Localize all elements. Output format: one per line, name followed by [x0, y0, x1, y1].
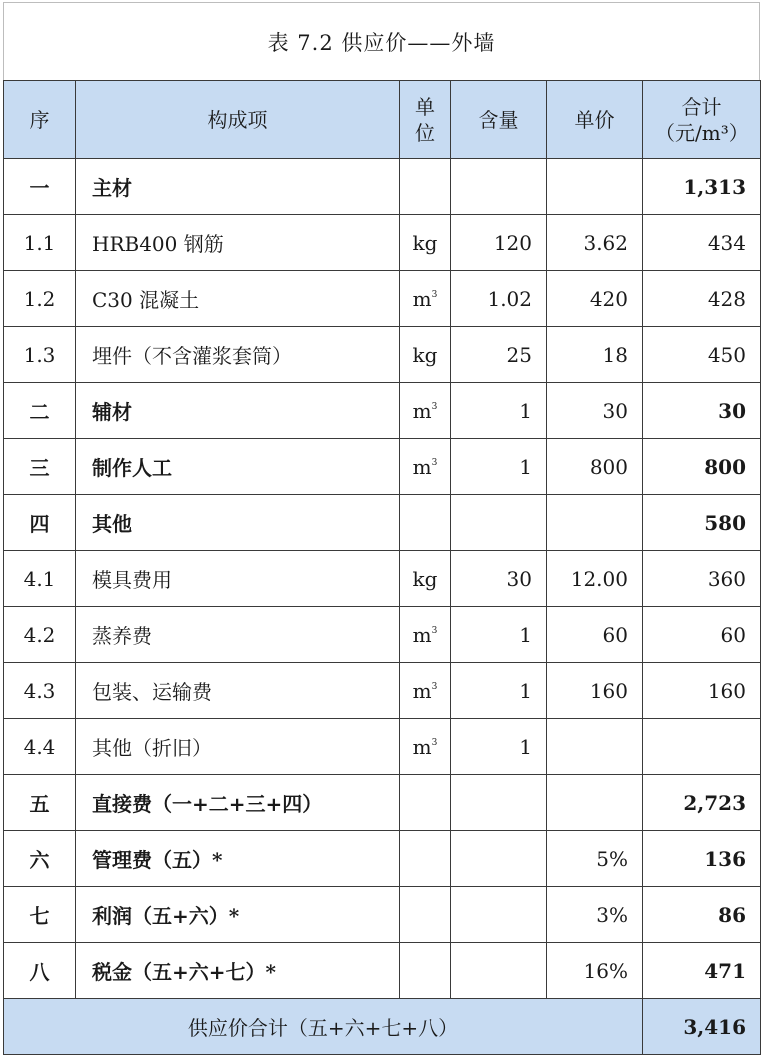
- price-table-container: [3, 2, 760, 1047]
- row-qty: 30: [451, 551, 547, 607]
- row-qty: [451, 495, 547, 551]
- table-row: [4, 719, 761, 775]
- row-item: 辅材: [76, 383, 400, 439]
- row-unit: kg: [400, 551, 451, 607]
- row-number: 4.2: [4, 607, 76, 663]
- row-number: 八: [4, 943, 76, 999]
- row-total: 434: [643, 215, 761, 271]
- row-total: [643, 719, 761, 775]
- row-qty: 120: [451, 215, 547, 271]
- row-price: 12.00: [547, 551, 643, 607]
- table-row: [4, 383, 761, 439]
- row-unit: $m^3$: [400, 607, 451, 663]
- row-item: HRB400 钢筋: [76, 215, 400, 271]
- table-row: [4, 663, 761, 719]
- row-total: 86: [643, 887, 761, 943]
- row-item: 模具费用: [76, 551, 400, 607]
- row-price: 18: [547, 327, 643, 383]
- row-item: 其他: [76, 495, 400, 551]
- row-total: 60: [643, 607, 761, 663]
- row-item: 制作人工: [76, 439, 400, 495]
- row-price: 5%: [547, 831, 643, 887]
- row-number: 六: [4, 831, 76, 887]
- row-total: 428: [643, 271, 761, 327]
- row-number: 4.3: [4, 663, 76, 719]
- table-row: [4, 607, 761, 663]
- row-number: 四: [4, 495, 76, 551]
- row-unit: $m^3$: [400, 663, 451, 719]
- row-total: 136: [643, 831, 761, 887]
- row-number: 1.1: [4, 215, 76, 271]
- row-item: 蒸养费: [76, 607, 400, 663]
- row-item: 管理费（五）*: [76, 831, 400, 887]
- row-price: 30: [547, 383, 643, 439]
- row-total: 450: [643, 327, 761, 383]
- row-total: 471: [643, 943, 761, 999]
- row-qty: [451, 775, 547, 831]
- row-total: 160: [643, 663, 761, 719]
- row-item: 直接费（一+二+三+四）: [76, 775, 400, 831]
- row-qty: 1: [451, 383, 547, 439]
- row-unit: [400, 831, 451, 887]
- row-total: 2,723: [643, 775, 761, 831]
- table-row: [4, 159, 761, 215]
- row-price: 420: [547, 271, 643, 327]
- row-price: [547, 495, 643, 551]
- row-item: C30 混凝土: [76, 271, 400, 327]
- row-unit: $m^3$: [400, 719, 451, 775]
- table-row: [4, 495, 761, 551]
- row-unit: [400, 495, 451, 551]
- row-unit: kg: [400, 327, 451, 383]
- row-item: 埋件（不含灌浆套筒）: [76, 327, 400, 383]
- table-row: [4, 327, 761, 383]
- table-body: [4, 159, 761, 999]
- row-qty: 1.02: [451, 271, 547, 327]
- row-unit: $m^3$: [400, 383, 451, 439]
- header-row: [4, 81, 761, 159]
- footer-row: [4, 999, 761, 1055]
- row-total: 30: [643, 383, 761, 439]
- row-number: 一: [4, 159, 76, 215]
- table-row: [4, 831, 761, 887]
- row-unit: kg: [400, 215, 451, 271]
- row-qty: [451, 887, 547, 943]
- row-qty: 1: [451, 719, 547, 775]
- table-row: [4, 215, 761, 271]
- row-price: 160: [547, 663, 643, 719]
- row-price: [547, 159, 643, 215]
- table-row: [4, 439, 761, 495]
- header-item: 构成项: [76, 81, 400, 159]
- row-qty: [451, 943, 547, 999]
- footer-label: 供应价合计（五+六+七+八）: [4, 999, 643, 1055]
- header-unit-text: 单位: [415, 94, 435, 145]
- header-total: [643, 81, 761, 159]
- row-total: 800: [643, 439, 761, 495]
- row-unit: [400, 159, 451, 215]
- row-item: 税金（五+六+七）*: [76, 943, 400, 999]
- row-unit: [400, 887, 451, 943]
- row-total: 1,313: [643, 159, 761, 215]
- row-unit: $m^3$: [400, 271, 451, 327]
- row-number: 1.2: [4, 271, 76, 327]
- header-price: 单价: [547, 81, 643, 159]
- footer-total: 3,416: [643, 999, 761, 1055]
- header-total-line1: 合计: [681, 94, 722, 119]
- row-qty: 25: [451, 327, 547, 383]
- row-price: 800: [547, 439, 643, 495]
- row-item: 利润（五+六）*: [76, 887, 400, 943]
- row-total: 580: [643, 495, 761, 551]
- row-qty: 1: [451, 607, 547, 663]
- row-number: 4.4: [4, 719, 76, 775]
- table-row: [4, 943, 761, 999]
- row-number: 七: [4, 887, 76, 943]
- row-price: 3.62: [547, 215, 643, 271]
- row-price: 16%: [547, 943, 643, 999]
- row-price: [547, 719, 643, 775]
- row-item: 其他（折旧）: [76, 719, 400, 775]
- table-title: 表 7.2 供应价——外墙: [3, 2, 760, 80]
- row-qty: 1: [451, 663, 547, 719]
- header-unit: [400, 81, 451, 159]
- table-row: [4, 271, 761, 327]
- row-qty: 1: [451, 439, 547, 495]
- row-total: 360: [643, 551, 761, 607]
- header-qty: 含量: [451, 81, 547, 159]
- row-unit: [400, 775, 451, 831]
- price-table: [3, 80, 761, 1055]
- row-item: 包装、运输费: [76, 663, 400, 719]
- table-row: [4, 551, 761, 607]
- row-price: 60: [547, 607, 643, 663]
- row-number: 五: [4, 775, 76, 831]
- header-total-line2: （元/m³）: [655, 120, 749, 145]
- row-number: 1.3: [4, 327, 76, 383]
- table-row: [4, 887, 761, 943]
- header-no: 序: [4, 81, 76, 159]
- row-number: 二: [4, 383, 76, 439]
- table-row: [4, 775, 761, 831]
- row-price: [547, 775, 643, 831]
- row-unit: [400, 943, 451, 999]
- row-qty: [451, 159, 547, 215]
- row-qty: [451, 831, 547, 887]
- row-price: 3%: [547, 887, 643, 943]
- row-item: 主材: [76, 159, 400, 215]
- row-number: 4.1: [4, 551, 76, 607]
- row-number: 三: [4, 439, 76, 495]
- row-unit: $m^3$: [400, 439, 451, 495]
